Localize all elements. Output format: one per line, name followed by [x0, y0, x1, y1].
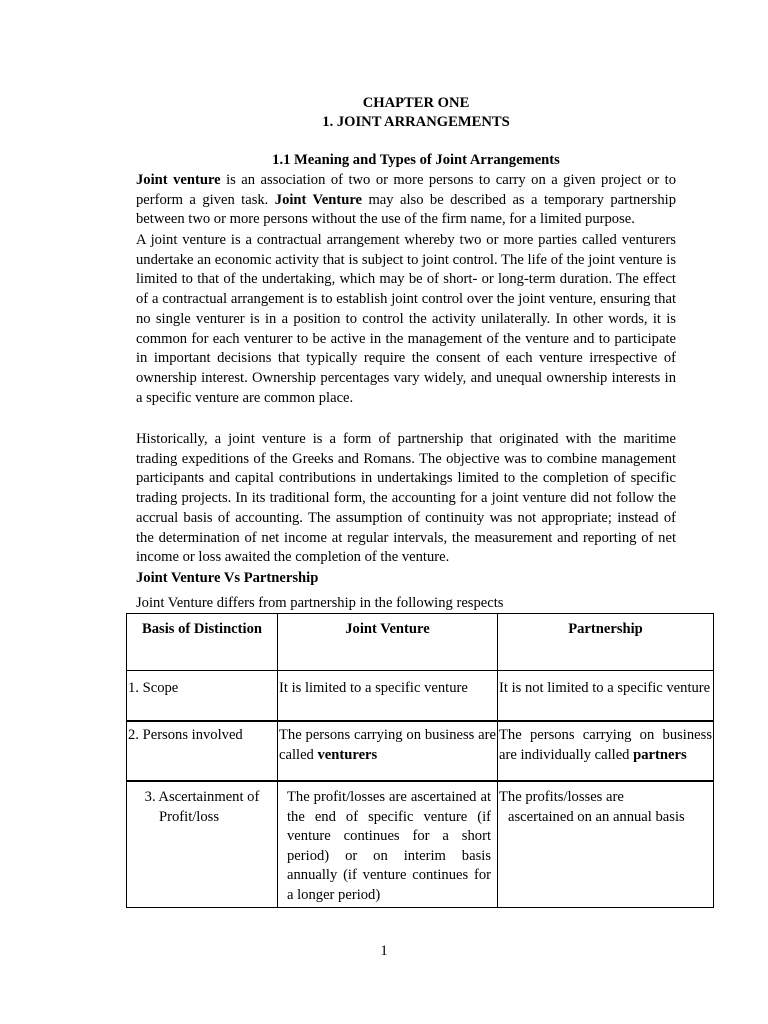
cell-line: 3. Ascertainment of — [144, 789, 260, 805]
cell-line — [499, 788, 712, 808]
paragraph-history: Historically, a joint venture is a form of partnership that originated with the maritime trading expeditions of the Greeks and Romans. The objective was to combine management participants and capital contributions in undertakings limited to the completion of specific trading projects. In its traditional form, the accounting for a joint venture did not follow the accrual basis of accounting. The assumption of continuity was not appropriate; instead of the determination of net income at regular intervals, the measurement and reporting of net income or loss awaited the completion of the venture. — [136, 431, 676, 566]
table-cell-basis — [127, 781, 278, 908]
comparison-heading: Joint Venture Vs Partnership — [136, 570, 319, 586]
table-cell-jv — [278, 721, 498, 781]
table-cell-basis: 1. Scope — [127, 671, 278, 722]
column-header: Basis of Distinction — [127, 614, 278, 671]
term-joint-venture: Joint venture — [136, 172, 221, 188]
column-header: Joint Venture — [278, 614, 498, 671]
table-cell-partnership — [498, 781, 714, 908]
section-heading: 1.1 Meaning and Types of Joint Arrangements — [272, 152, 560, 168]
chapter-label: CHAPTER ONE — [362, 95, 470, 111]
cell-text: The profits/losses are — [499, 789, 624, 805]
table-cell-partnership: It is not limited to a specific venture — [498, 671, 714, 722]
table-row — [127, 781, 714, 908]
term-partners: partners — [633, 746, 687, 763]
paragraph-definition — [136, 171, 676, 230]
table-row — [127, 671, 714, 722]
page-number: 1 — [380, 943, 388, 959]
table-header-row — [127, 614, 714, 671]
comparison-intro: Joint Venture differs from partnership in the following respects — [136, 595, 504, 611]
cell-text: The persons carrying on business are called — [279, 727, 496, 763]
cell-text: The persons carrying on business are individually called — [499, 727, 712, 763]
table-row — [127, 721, 714, 781]
paragraph-contractual: A joint venture is a contractual arrangement whereby two or more parties called venturers undertake an economic activity that is subject to joint control. The life of the joint venture is limited to that of the undertaking, which may be of short- or long-term duration. The effect of a contractual arrangement is to establish joint control over the joint venture, ensuring that no single venturer is in a position to control the activity unilaterally. In other words, it is common for each venturer to be active in the management of the venture and to participate in important decisions that typically require the consent of each venture irrespective of ownership interest. Ownership percentages vary widely, and unequal ownership interests in a specific venture are common place. — [136, 232, 676, 406]
table-cell-basis: 2. Persons involved — [127, 721, 278, 781]
term-joint-venture-2: Joint Venture — [274, 191, 363, 208]
cell-line: Profit/loss — [159, 808, 220, 825]
column-header: Partnership — [498, 614, 714, 671]
table-cell-partnership — [498, 721, 714, 781]
comparison-table — [126, 613, 714, 908]
chapter-title: 1. JOINT ARRANGEMENTS — [322, 114, 510, 130]
definition-text-2: may also be described as a temporary partnership between two or more persons without the use of the firm name, for a limited purpose. — [136, 191, 676, 228]
table-cell-jv: The profit/losses are ascertained at the end of specific venture (if venture continues for a short period) or on interim basis annually (if venture continues for a longer period) — [278, 781, 498, 908]
table-cell-jv: It is limited to a specific venture — [278, 671, 498, 722]
term-venturers: venturers — [317, 746, 378, 763]
cell-line: ascertained on an annual basis — [508, 808, 685, 825]
definition-text-1: is an association of two or more persons to carry on a given project or to perform a given task. — [136, 172, 676, 208]
